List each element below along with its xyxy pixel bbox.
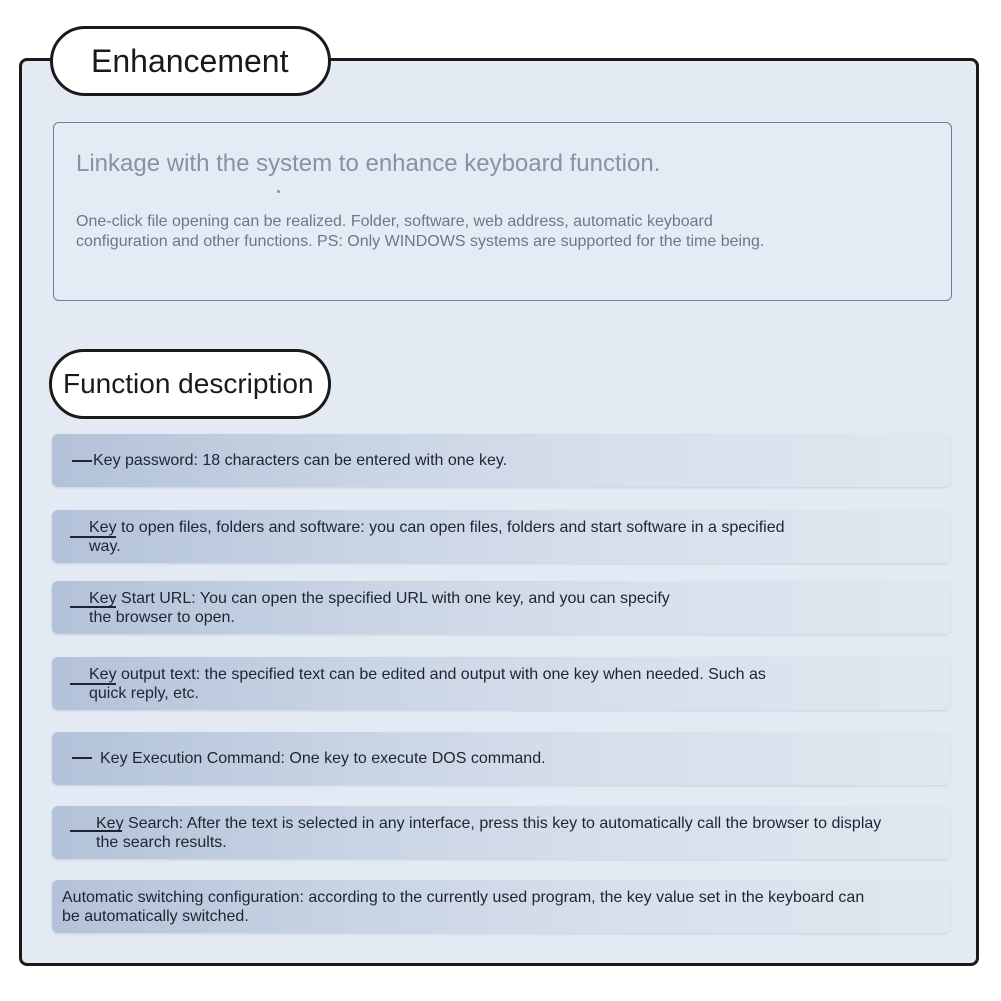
enhancement-heading-label: Enhancement	[91, 42, 289, 79]
function-description-heading-label: Function description	[63, 368, 314, 399]
intro-body	[76, 212, 916, 252]
function-item-text	[89, 589, 670, 627]
function-item-text	[62, 888, 864, 926]
function-item-execution-command	[52, 732, 950, 785]
function-item-text	[96, 814, 881, 852]
function-item-line: Key Execution Command: One key to execute DOS command.	[100, 750, 546, 767]
function-item-line: Key Start URL: You can open the specified URL with one key, and you can specify	[89, 590, 670, 607]
function-item-line: Key to open files, folders and software: you can open files, folders and start software in a specified	[89, 519, 785, 536]
function-item-auto-switch	[52, 880, 950, 933]
function-item-line: Key output text: the specified text can be edited and output with one key when needed. Such as	[89, 666, 766, 683]
function-item-line: Key password: 18 characters can be entered with one key.	[93, 452, 508, 469]
function-item-text	[89, 518, 785, 556]
function-item-text	[89, 665, 766, 703]
dash-icon	[72, 460, 92, 462]
function-item-line: Automatic switching configuration: according to the currently used program, the key value set in the keyboard can	[62, 889, 865, 906]
function-item-line: Key Search: After the text is selected in any interface, press this key to automatically call the browser to display	[96, 815, 882, 832]
intro-body-line: One-click file opening can be realized. Folder, software, web address, automatic keyboard	[76, 213, 713, 230]
dash-icon	[72, 757, 92, 759]
function-description-heading	[49, 349, 331, 419]
intro-title: Linkage with the system to enhance keyboard function.	[76, 150, 661, 177]
function-item-start-url	[52, 581, 950, 634]
decorative-dot	[277, 190, 280, 193]
function-item-line: be automatically switched.	[62, 908, 249, 925]
function-item-key-password	[52, 434, 950, 487]
function-item-line: way.	[89, 538, 121, 555]
function-item-text	[93, 451, 507, 470]
intro-body-line: configuration and other functions. PS: Only WINDOWS systems are supported for the time being.	[76, 233, 765, 250]
function-item-output-text	[52, 657, 950, 710]
function-item-text	[100, 749, 546, 768]
function-item-line: quick reply, etc.	[89, 685, 199, 702]
intro-box	[53, 122, 952, 301]
function-item-key-search	[52, 806, 950, 859]
function-item-line: the browser to open.	[89, 609, 235, 626]
function-item-line: the search results.	[96, 834, 227, 851]
enhancement-heading	[50, 26, 331, 96]
function-item-open-files	[52, 510, 950, 563]
